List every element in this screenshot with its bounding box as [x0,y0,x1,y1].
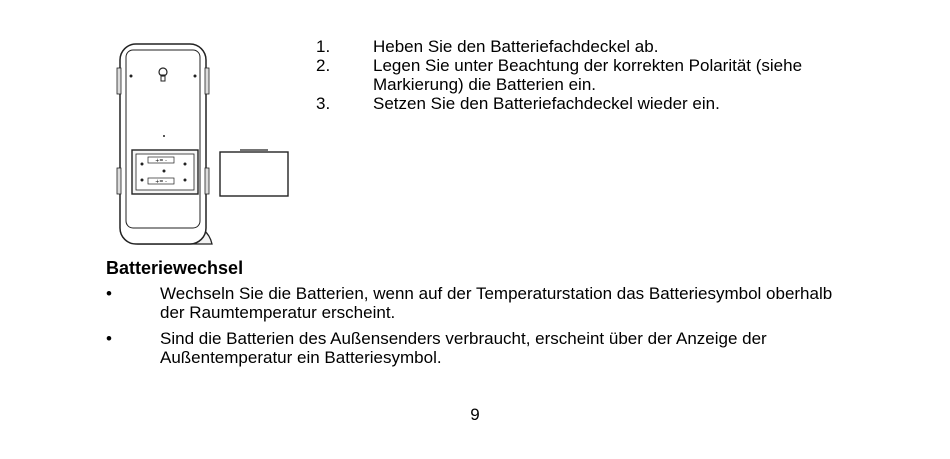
list-item [106,329,850,367]
step-item [316,37,813,56]
device-battery-illustration [108,40,298,250]
step-number: 1. [316,37,331,56]
insert-batteries-steps [316,37,813,113]
battery-change-list [106,284,850,374]
section-heading: Batteriewechsel [106,258,244,278]
step-text: Legen Sie unter Beachtung der korrekten Polarität (siehe Markierung) die Batterien ein. [373,56,803,94]
device-back-drawing [108,40,298,250]
step-number: 2. [316,56,331,75]
svg-text:+= -: += - [155,179,167,185]
step-item [316,94,813,113]
step-item [316,56,813,94]
step-number: 3. [316,94,331,113]
list-item [106,284,850,322]
bullet-mark: • [106,329,112,348]
bullet-mark: • [106,284,112,303]
svg-text:+= -: += - [155,158,167,164]
step-text: Setzen Sie den Batteriefachdeckel wieder ein. [373,94,720,113]
page-number: 9 [470,405,480,424]
bullet-text: Wechseln Sie die Batterien, wenn auf der Temperaturstation das Batteriesymbol oberhalb der Raumtemperatur erscheint. [160,284,833,322]
bullet-text: Sind die Batterien des Außensenders verbraucht, erscheint über der Anzeige der Außentemperatur ein Batteriesymbol. [160,329,767,367]
step-text: Heben Sie den Batteriefachdeckel ab. [373,37,659,56]
